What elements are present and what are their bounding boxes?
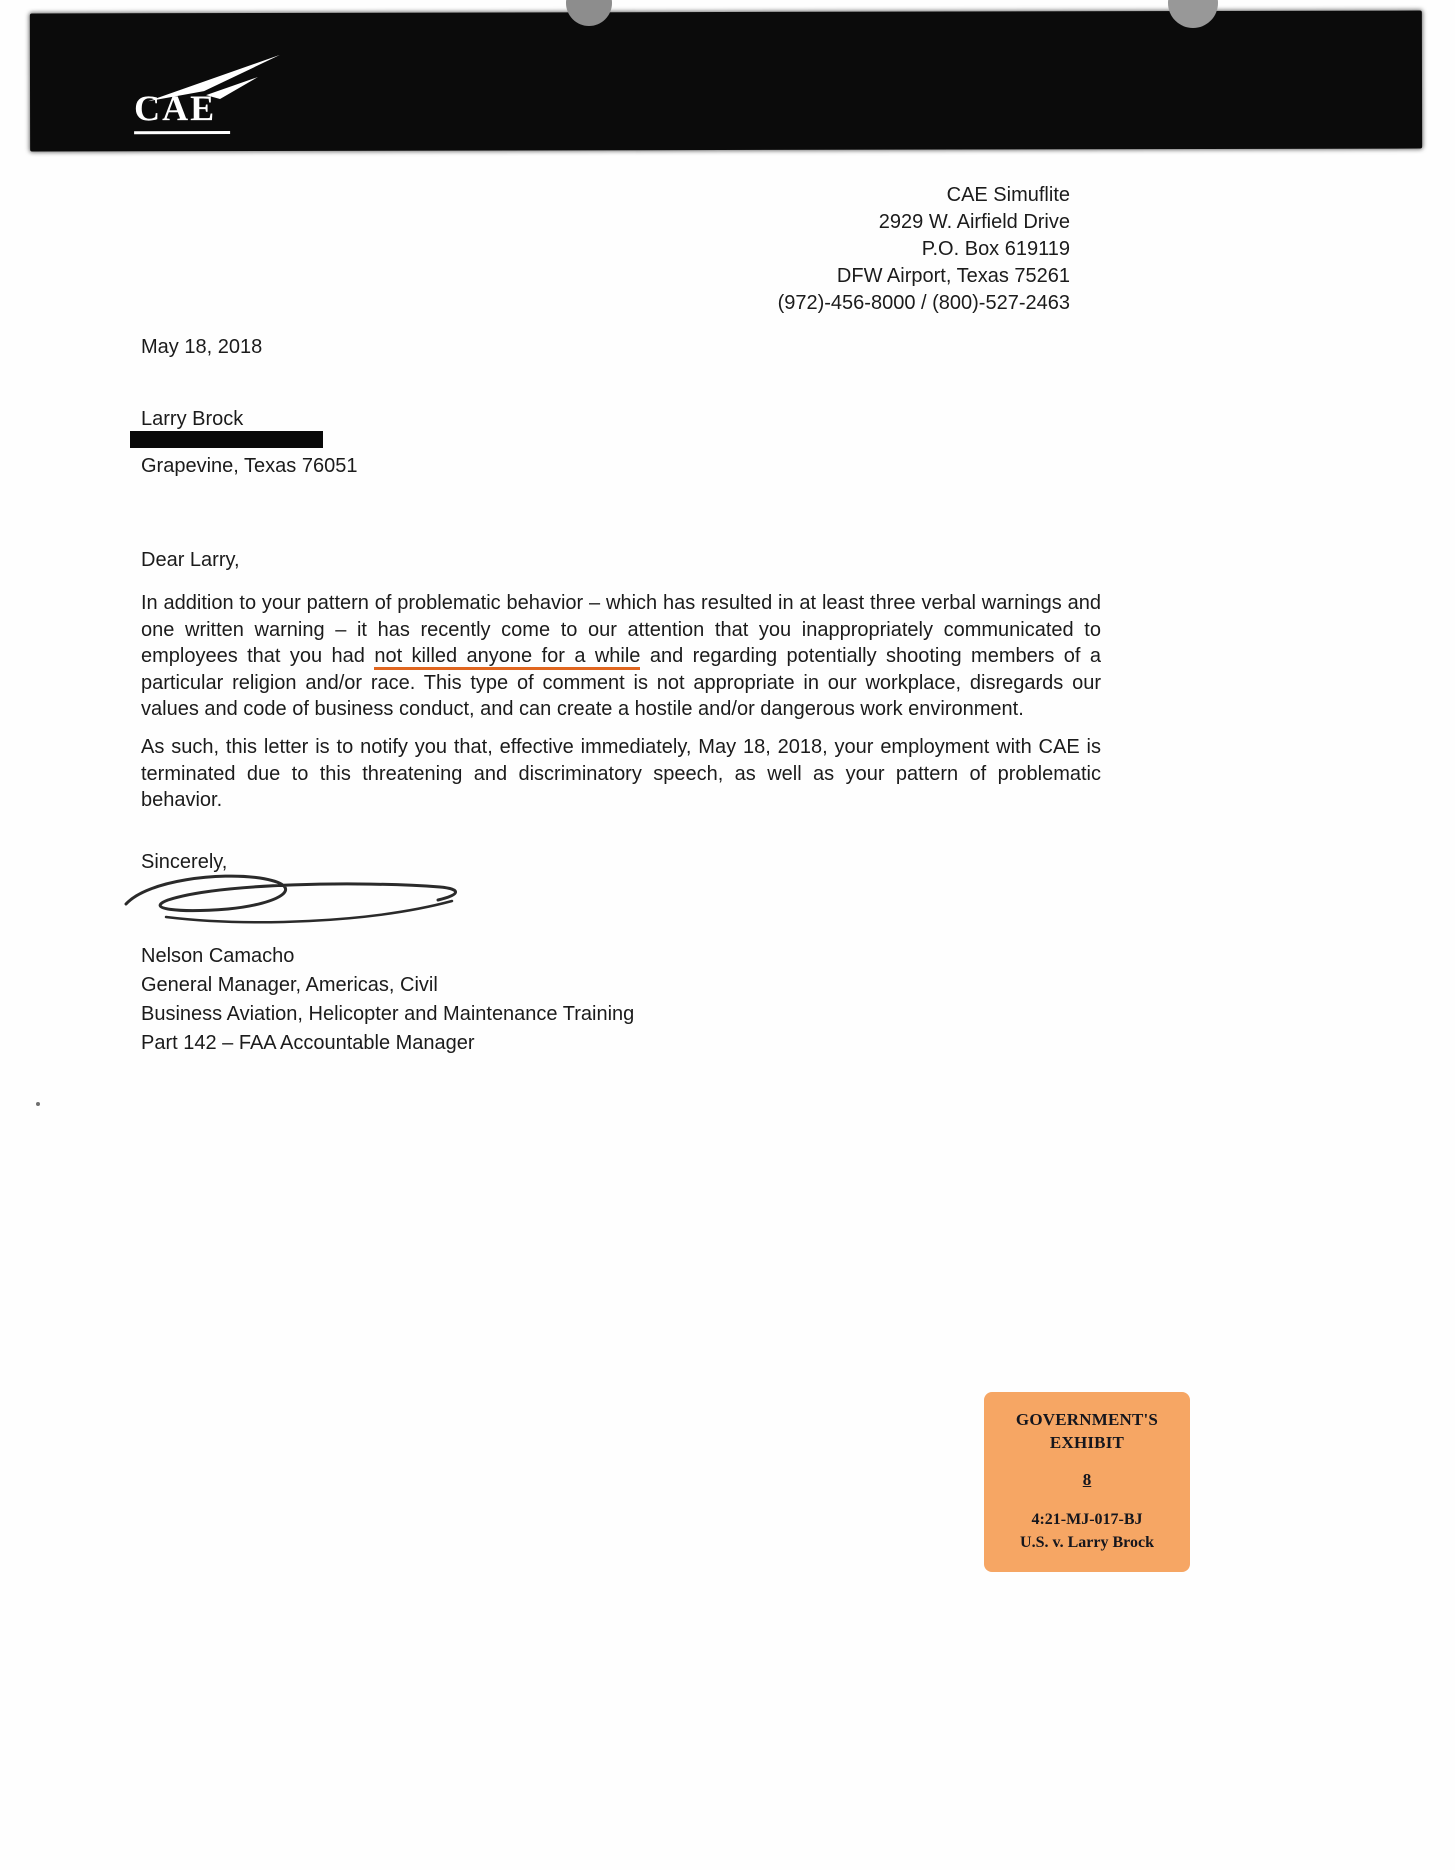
underlined-phrase: not killed anyone for a while [374, 645, 640, 670]
recipient-city-line: Grapevine, Texas 76051 [141, 455, 358, 477]
scan-speck [36, 1102, 40, 1106]
exhibit-stamp-title-line: GOVERNMENT'S [1015, 1410, 1159, 1429]
body-paragraph-2: As such, this letter is to notify you that, effective immediately, May 18, 2018, your employment with CAE is terminated due to this threatening and discriminatory speech, as well as your pattern of problematic behavior. [141, 736, 1101, 811]
signer-title-line: General Manager, Americas, Civil [141, 974, 438, 996]
sender-address-line: CAE Simuflite [946, 184, 1070, 206]
letterhead-band [30, 11, 1422, 152]
sender-address-line: DFW Airport, Texas 75261 [836, 265, 1070, 287]
salutation: Dear Larry, [141, 549, 240, 571]
signature-scrawl [108, 864, 488, 938]
recipient-name: Larry Brock [141, 408, 244, 430]
exhibit-number: 8 [1082, 1470, 1092, 1489]
sender-address-line: 2929 W. Airfield Drive [878, 211, 1070, 233]
exhibit-stamp [984, 1392, 1190, 1572]
exhibit-case-name: U.S. v. Larry Brock [1020, 1534, 1154, 1551]
letter-date: May 18, 2018 [141, 336, 263, 358]
closing: Sincerely, [141, 851, 228, 873]
sender-address [778, 182, 1070, 317]
signer-title-line: Business Aviation, Helicopter and Maintenance Training [141, 1003, 635, 1025]
exhibit-case-number: 4:21-MJ-017-BJ [1031, 1511, 1143, 1528]
sender-address-line: (972)-456-8000 / (800)-527-2463 [777, 292, 1070, 314]
body-paragraph-1 [141, 590, 1101, 723]
signer-title-line: Part 142 – FAA Accountable Manager [141, 1032, 475, 1054]
paragraph-1-text-before: In addition to your pattern of problematic behavior – which has resulted in at least three verbal warnings and one written warning – it has recently come to our attention that you inappropriately communicated to employees that you had [141, 592, 1101, 667]
exhibit-stamp-title-line: EXHIBIT [1049, 1433, 1125, 1452]
signature-block [141, 942, 634, 1058]
sender-address-line: P.O. Box 619119 [921, 238, 1070, 260]
redaction-bar [130, 431, 323, 448]
paragraph-1-text-after: and regarding potentially shooting members of a particular religion and/or race. This type of comment is not appropriate in our workplace, disregards our values and code of business conduct, and can create a hostile and/or dangerous work environment. [141, 645, 1102, 720]
cae-logo-text: CAE [134, 87, 230, 134]
signer-name: Nelson Camacho [141, 945, 295, 967]
cae-logo [126, 53, 306, 134]
